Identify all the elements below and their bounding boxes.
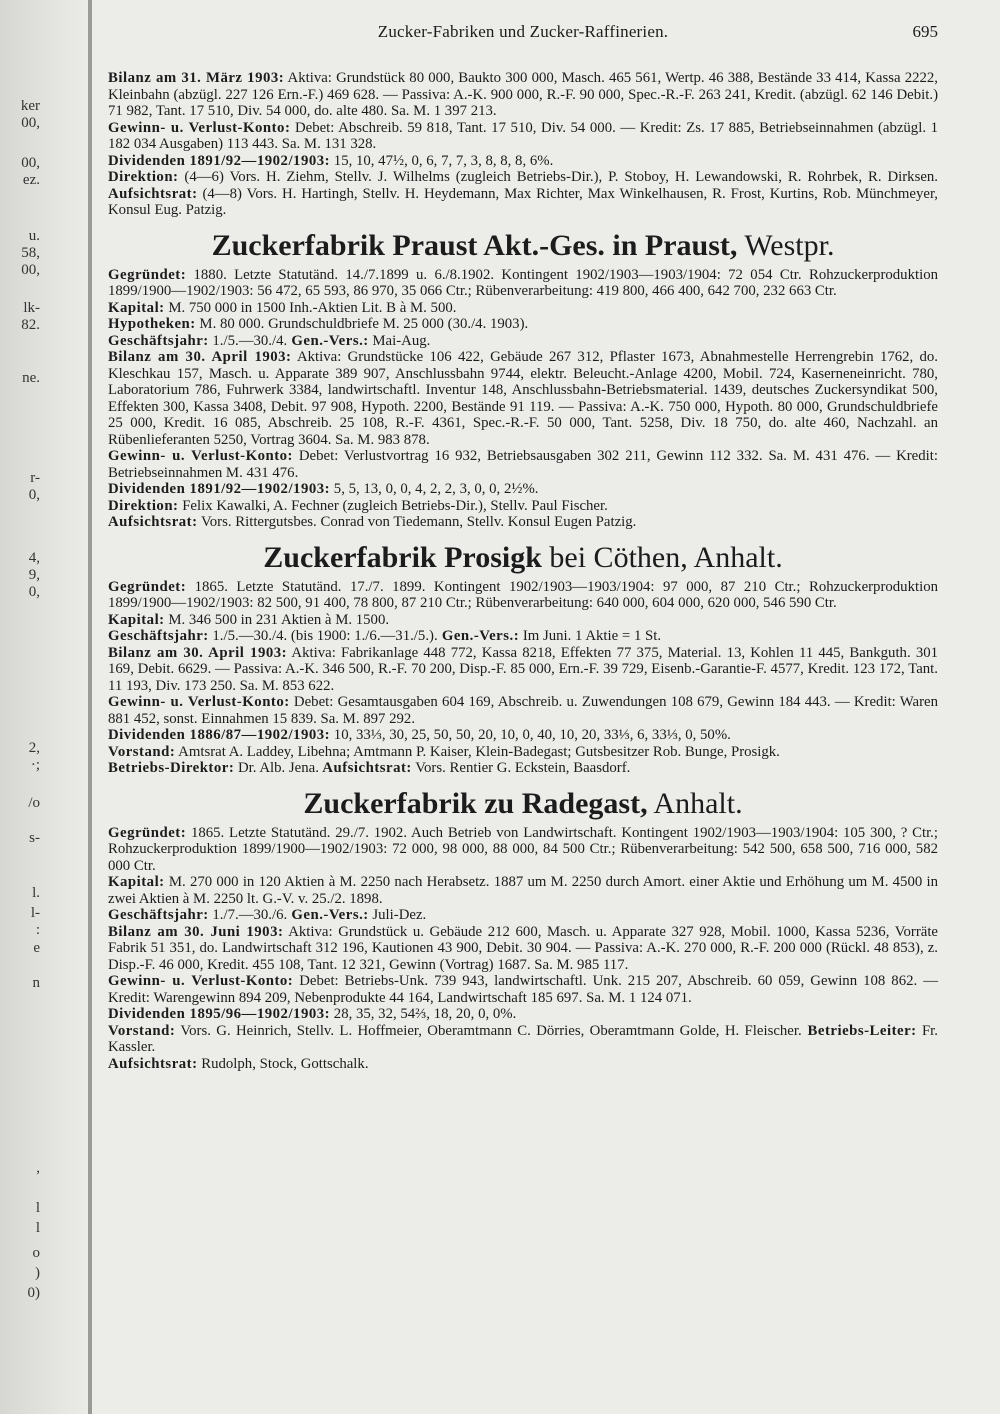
entry-paragraph	[108, 612, 938, 629]
previous-entry-continuation	[108, 70, 938, 219]
entry-paragraph	[108, 169, 938, 219]
field-text: (4—6) Vors. H. Ziehm, Stellv. J. Wilhelms (zugleich Betriebs-Dir.), P. Stoboy, H. Lewandowski, R. Rohrbek, R. Dirksen.	[178, 169, 938, 185]
margin-fragment: 0,	[28, 487, 40, 503]
field-label: Dividenden 1891/92—1902/1903:	[108, 152, 331, 169]
company-title	[108, 787, 938, 821]
field-label: Betriebs-Direktor:	[108, 760, 235, 776]
company-section	[108, 787, 938, 1073]
entry-paragraph	[108, 498, 938, 515]
margin-fragment: 00,	[21, 155, 40, 171]
page-header	[108, 22, 938, 46]
field-label: Gen.-Vers.:	[287, 907, 369, 923]
field-label: Direktion:	[108, 169, 179, 185]
margin-fragment: u.	[28, 228, 40, 244]
field-text: M. 80 000. Grundschuldbriefe M. 25 000 (30./4. 1903).	[195, 316, 529, 332]
margin-fragment: s-	[29, 830, 40, 846]
margin-fragment: e	[33, 940, 40, 956]
company-entries	[108, 229, 938, 1073]
field-text: 1880. Letzte Statutänd. 14./7.1899 u. 6./8.1902. Kontingent 1902/1903—1903/1904: 72 054 Ctr. Rohzuckerproduktion 1899/1900—1902/1903: 56 472, 65 593, 86 970, 35 066 Ctr.; Rübenverarbeitung: 419 800, 466 400, 642 700, 232 663 Ctr.	[108, 266, 938, 299]
field-text: 28, 35, 32, 54⅔, 18, 20, 0, 0%.	[330, 1006, 517, 1022]
field-label: Dividenden 1895/96—1902/1903:	[108, 1006, 331, 1022]
entry-paragraph	[108, 727, 938, 744]
field-text: Fr. Kassler.	[108, 1022, 938, 1055]
entry-paragraph	[108, 333, 938, 350]
field-label: Kapital:	[108, 611, 165, 628]
field-text: 10, 33⅓, 30, 25, 50, 50, 20, 10, 0, 40, 10, 20, 33⅓, 6, 33⅓, 0, 50%.	[330, 727, 731, 743]
running-title: Zucker-Fabriken und Zucker-Raffinerien.	[377, 22, 669, 41]
field-text: 15, 10, 47½, 0, 6, 7, 7, 3, 8, 8, 8, 6%.	[330, 152, 554, 169]
margin-fragment: 58,	[21, 245, 40, 261]
margin-fragment: )	[35, 1265, 40, 1281]
entry-paragraph	[108, 973, 938, 1006]
page-number: 695	[912, 22, 938, 41]
company-location: Westpr.	[737, 228, 835, 262]
entry-paragraph	[108, 481, 938, 498]
margin-fragment: 0,	[28, 584, 40, 600]
entry-paragraph	[108, 874, 938, 907]
margin-fragment: lk-	[23, 300, 40, 316]
margin-fragment: 00,	[21, 262, 40, 278]
company-name: Zuckerfabrik zu Radegast,	[303, 786, 648, 820]
field-text: Debet: Gesamtausgaben 604 169, Abschreib. u. Zuwendungen 108 679, Gewinn 184 443. — Kredit: Waren 881 452, sonst. Einnahmen 15 839. Sa. M. 897 292.	[108, 694, 938, 727]
field-text: Debet: Abschreib. 59 818, Tant. 17 510, Div. 54 000. — Kredit: Zs. 17 885, Betriebseinnahmen (abzügl. 1 182 034 Ausgaben) 113 443. Sa. M. 131 328.	[108, 119, 938, 152]
entry-paragraph	[108, 645, 938, 695]
margin-fragment: 00,	[21, 115, 40, 131]
field-label: Kapital:	[108, 299, 165, 316]
margin-fragment: 82.	[21, 317, 40, 333]
company-name: Zuckerfabrik Praust Akt.-Ges. in Praust,	[211, 228, 738, 262]
field-label: Gewinn- u. Verlust-Konto:	[108, 694, 290, 710]
field-text: M. 346 500 in 231 Aktien à M. 1500.	[164, 611, 390, 628]
field-text: Juli-Dez.	[368, 907, 427, 923]
field-label: Gewinn- u. Verlust-Konto:	[108, 119, 291, 136]
margin-fragment: 2,	[28, 740, 40, 756]
field-text: M. 270 000 in 120 Aktien à M. 2250 nach Herabsetz. 1887 um M. 2250 durch Amort. einer Aktie und Erhöhung um M. 4500 in zwei Aktien à M. 2250 lt. G.-V. v. 25./2. 1898.	[108, 874, 938, 907]
entry-paragraph	[108, 760, 938, 777]
field-label: Vorstand:	[108, 1022, 176, 1039]
company-section	[108, 229, 938, 531]
margin-fragment: ·;	[30, 757, 40, 773]
margin-fragment: r-	[30, 470, 40, 486]
company-title	[108, 229, 938, 263]
margin-fragment: ez.	[22, 172, 40, 188]
entry-paragraph	[108, 120, 938, 153]
field-text: Debet: Betriebs-Unk. 739 943, landwirtschaftl. Unk. 215 207, Abschreib. 60 059, Gewinn 108 862. — Kredit: Warengewinn 894 209, Nebenprodukte 44 164, Landwirtschaft 185 697. Sa. M. 1 124 071.	[108, 973, 938, 1006]
margin-fragment: n	[32, 975, 40, 991]
margin-fragment: l	[35, 1220, 40, 1236]
field-label: Gegründet:	[108, 578, 187, 595]
field-text: Im Juni. 1 Aktie = 1 St.	[519, 628, 662, 644]
field-label: Dividenden 1891/92—1902/1903:	[108, 481, 331, 497]
field-label: Geschäftsjahr:	[108, 628, 209, 644]
margin-fragment: ker	[20, 98, 40, 114]
field-text: Felix Kawalki, A. Fechner (zugleich Betriebs-Dir.), Stellv. Paul Fischer.	[178, 497, 608, 514]
field-label: Hypotheken:	[108, 316, 196, 332]
field-text: 1./5.—30./4. (bis 1900: 1./6.—31./5.).	[208, 628, 438, 644]
field-label: Gen.-Vers.:	[287, 332, 369, 349]
field-text: M. 750 000 in 1500 Inh.-Aktien Lit. B à M. 500.	[164, 299, 457, 316]
field-text: Aktiva: Grundstück 80 000, Baukto 300 000, Masch. 465 561, Wertp. 46 388, Bestände 33 414, Kassa 2222, Kleinbahn (abzügl. 227 126 Ern.-F.) 469 628. — Passiva: A.-K. 900 000, R.-F. 90 000, Spec.-R.-F. 263 241, Kredit. (abzügl. 62 146 Debit.) 71 982, Tant. 17 510, Div. 54 000, do. alte 480. Sa. M. 1 397 213.	[108, 70, 938, 119]
field-text: (4—8) Vors. H. Hartingh, Stellv. H. Heydemann, Max Richter, Max Winkelhausen, R. Frost, Kurtins, Rob. Münchmeyer, Konsul Eug. Patzig.	[108, 185, 938, 218]
field-text: Amtsrat A. Laddey, Libehna; Amtmann P. Kaiser, Klein-Badegast; Gutsbesitzer Rob. Bunge, Prosigk.	[175, 743, 780, 760]
field-text: Aktiva: Grundstück u. Gebäude 212 600, Masch. u. Apparate 327 928, Mobil. 1000, Kassa 5236, Vorräte Fabrik 51 351, do. Landwirtschaft 312 196, Kautionen 43 900, Debit. 30 904. — Passiva: A.-K. 270 000, R.-F. 200 000 (Rückl. 48 853), z. Disp.-F. 46 000, Kredit. 455 108, Tant. 12 321, Gewinn (Vortrag) 1687. Sa. M. 985 117.	[108, 923, 939, 973]
entry-paragraph	[108, 316, 938, 333]
margin-fragment: :	[35, 922, 40, 938]
margin-fragment: l.	[32, 885, 40, 901]
entry-paragraph	[108, 1056, 938, 1073]
field-label: Bilanz am 30. Juni 1903:	[108, 923, 284, 940]
margin-fragment: l	[35, 1200, 40, 1216]
field-label: Bilanz am 31. März 1903:	[108, 70, 285, 86]
field-label: Betriebs-Leiter:	[801, 1022, 917, 1039]
margin-fragment: ne.	[22, 370, 40, 386]
field-label: Gewinn- u. Verlust-Konto:	[108, 973, 294, 989]
field-text: Aktiva: Fabrikanlage 448 772, Kassa 8218, Effekten 77 375, Material. 13, Kohlen 11 445, Bankguth. 301 169, Debit. 6629. — Passiva: A.-K. 346 500, R.-F. 70 200, Disp.-F. 85 000, Ern.-F. 39 729, Eisenb.-Garantie-F. 4577, Kredit. 123 172, Tant. 11 193, Div. 173 250. Sa. M. 853 622.	[108, 644, 939, 694]
margin-fragment: o	[32, 1245, 40, 1261]
entry-paragraph	[108, 300, 938, 317]
company-location: bei Cöthen, Anhalt.	[541, 540, 783, 574]
field-label: Aufsichtsrat:	[108, 1055, 198, 1072]
entry-paragraph	[108, 1006, 938, 1023]
text-column	[108, 70, 938, 1076]
entry-paragraph	[108, 744, 938, 761]
entry-paragraph	[108, 579, 938, 612]
field-text: Dr. Alb. Jena.	[234, 760, 319, 776]
field-label: Aufsichtsrat:	[318, 760, 412, 776]
field-text: Rudolph, Stock, Gottschalk.	[197, 1055, 369, 1072]
entry-paragraph	[108, 694, 938, 727]
entry-paragraph	[108, 448, 938, 481]
field-label: Geschäftsjahr:	[108, 332, 209, 349]
margin-fragment: /o	[28, 795, 40, 811]
field-text: Debet: Verlustvortrag 16 932, Betriebsausgaben 302 211, Gewinn 112 332. Sa. M. 431 476. — Kredit: Betriebseinnahmen M. 431 476.	[108, 448, 938, 481]
company-name: Zuckerfabrik Prosigk	[263, 540, 542, 574]
field-text: Mai-Aug.	[368, 332, 431, 349]
entry-paragraph	[108, 70, 938, 120]
field-text: 1865. Letzte Statutänd. 17./7. 1899. Kontingent 1902/1903—1903/1904: 97 000, 87 210 Ctr.; Rohzuckerproduktion 1899/1900—1902/1903: 82 500, 91 400, 78 800, 87 210 Ctr.; Rübenverarbeitung: 640 000, 604 000, 620 000, 546 590 Ctr.	[108, 578, 938, 611]
margin-fragment: 9,	[28, 567, 40, 583]
entry-paragraph	[108, 924, 938, 974]
entry-paragraph	[108, 1023, 938, 1056]
margin-fragment: 0)	[27, 1285, 40, 1301]
field-label: Gegründet:	[108, 266, 187, 283]
company-location: Anhalt.	[647, 786, 743, 820]
entry-paragraph	[108, 153, 938, 170]
margin-fragment: ,	[36, 1160, 40, 1176]
field-text: 1./7.—30./6.	[208, 907, 288, 923]
company-section	[108, 541, 938, 777]
margin-fragment: l-	[30, 905, 40, 921]
field-text: 5, 5, 13, 0, 0, 4, 2, 2, 3, 0, 0, 2½%.	[330, 481, 539, 497]
entry-paragraph	[108, 267, 938, 300]
field-label: Aufsichtsrat:	[108, 185, 198, 202]
field-label: Dividenden 1886/87—1902/1903:	[108, 727, 331, 743]
entry-paragraph	[108, 514, 938, 531]
field-text: Vors. G. Heinrich, Stellv. L. Hoffmeier, Oberamtmann C. Dörries, Oberamtmann Golde, H. Fleischer.	[175, 1022, 802, 1039]
field-label: Vorstand:	[108, 743, 176, 760]
entry-paragraph	[108, 349, 938, 448]
field-text: 1865. Letzte Statutänd. 29./7. 1902. Auch Betrieb von Landwirtschaft. Kontingent 1902/1903—1903/1904: 105 300, ? Ctr.; Rohzuckerproduktion 1899/1900—1902/1903: 72 000, 98 000, 88 000, 84 500 Ctr.; Rübenverarbeitung: 542 500, 658 500, 716 000, 582 000 Ctr.	[108, 824, 938, 874]
entry-paragraph	[108, 628, 938, 645]
entry-paragraph	[108, 907, 938, 924]
field-text: Vors. Rittergutsbes. Conrad von Tiedemann, Stellv. Konsul Eugen Patzig.	[197, 514, 637, 530]
binding-fold	[88, 0, 92, 1414]
entry-paragraph	[108, 825, 938, 875]
field-text: Vors. Rentier G. Eckstein, Baasdorf.	[411, 760, 631, 776]
company-title	[108, 541, 938, 575]
field-label: Direktion:	[108, 497, 179, 514]
field-label: Gen.-Vers.:	[437, 628, 520, 644]
field-label: Gewinn- u. Verlust-Konto:	[108, 448, 293, 464]
field-label: Bilanz am 30. April 1903:	[108, 644, 288, 661]
field-label: Bilanz am 30. April 1903:	[108, 349, 292, 365]
field-label: Gegründet:	[108, 824, 187, 841]
field-text: 1./5.—30./4.	[208, 332, 288, 349]
field-label: Geschäftsjahr:	[108, 907, 209, 923]
field-label: Kapital:	[108, 874, 165, 890]
field-text: Aktiva: Grundstücke 106 422, Gebäude 267 312, Pflaster 1673, Abnahmestelle Herrengrebin 1762, do. Kleschkau 157, Masch. u. Apparate 389 907, Anschlussbahn 9744, elektr. Beleucht.-Anlage 4200, Mobil. 724, Kaserneneinricht. 780, Laboratorium 786, Fuhrwerk 3384, landwirtschaftl. Inventur 148, Anschlussbahn-Betriebsmaterial. 1439, deutsches Zuckersyndikat 500, Effekten 300, Kassa 3408, Debit. 97 908, Hypoth. 2200, Bestände 91 119. — Passiva: A.-K. 750 000, Hypoth. 80 000, Grundschuldbriefe 25 000, Kredit. 16 085, Abschreib. 25 108, R.-F. 4361, Spec.-R.-F. 50 000, Tant. 5258, Div. 18 750, do. alte 460, Nachzahl. an Rübenlieferanten 5250, Vortrag 3604. Sa. M. 983 878.	[108, 349, 939, 448]
margin-fragment: 4,	[28, 550, 40, 566]
field-label: Aufsichtsrat:	[108, 514, 198, 530]
